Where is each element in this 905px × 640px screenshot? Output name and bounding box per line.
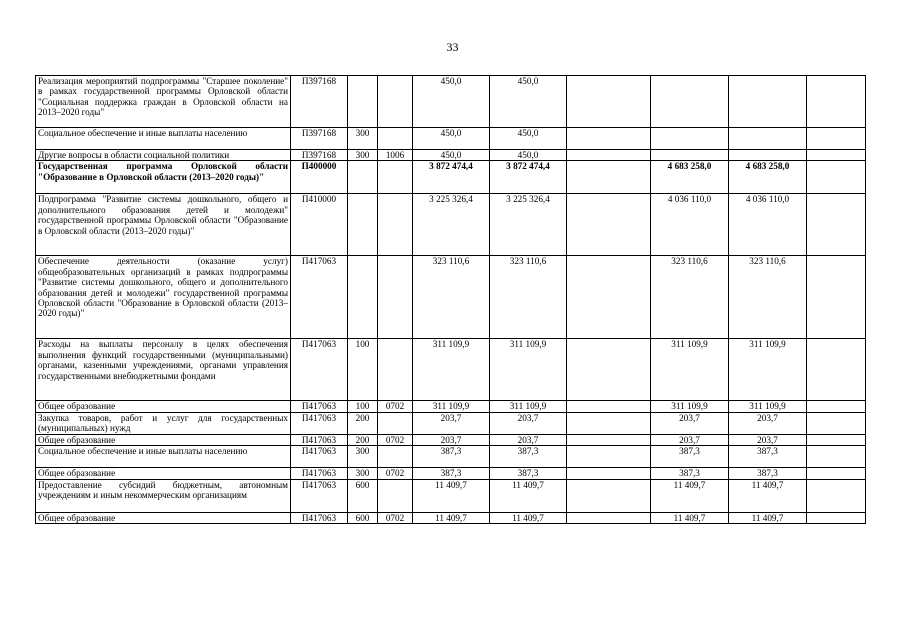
cell-amount-6 xyxy=(807,446,866,468)
table-row xyxy=(36,339,866,401)
cell-amount-4: 323 110,6 xyxy=(651,256,729,339)
cell-expense-type: 100 xyxy=(348,401,378,412)
cell-amount-2: 11 409,7 xyxy=(490,512,567,523)
cell-target-code: П417063 xyxy=(291,468,348,479)
cell-amount-2: 450,0 xyxy=(490,128,567,150)
cell-amount-6 xyxy=(807,512,866,523)
table-row xyxy=(36,194,866,256)
cell-amount-3 xyxy=(567,150,651,161)
cell-amount-2: 450,0 xyxy=(490,76,567,128)
cell-amount-1: 11 409,7 xyxy=(413,479,490,512)
cell-amount-2: 387,3 xyxy=(490,446,567,468)
cell-name: Закупка товаров, работ и услуг для государственных (муниципальных) нужд xyxy=(36,412,291,434)
cell-target-code: П417063 xyxy=(291,512,348,523)
cell-expense-type: 300 xyxy=(348,446,378,468)
cell-amount-6 xyxy=(807,412,866,434)
cell-target-code: П417063 xyxy=(291,446,348,468)
cell-amount-2: 311 109,9 xyxy=(490,401,567,412)
table-row xyxy=(36,446,866,468)
cell-amount-1: 450,0 xyxy=(413,128,490,150)
cell-amount-5: 323 110,6 xyxy=(729,256,807,339)
cell-amount-4 xyxy=(651,150,729,161)
cell-target-code: П417063 xyxy=(291,401,348,412)
cell-target-code: П417063 xyxy=(291,256,348,339)
cell-amount-3 xyxy=(567,128,651,150)
cell-amount-2: 3 225 326,4 xyxy=(490,194,567,256)
cell-name: Государственная программа Орловской области "Образование в Орловской области (2013–2020 годы)" xyxy=(36,161,291,194)
cell-section-code xyxy=(378,339,413,401)
cell-section-code xyxy=(378,194,413,256)
cell-amount-2: 450,0 xyxy=(490,150,567,161)
cell-name: Общее образование xyxy=(36,468,291,479)
cell-amount-2: 203,7 xyxy=(490,434,567,445)
cell-target-code: П410000 xyxy=(291,194,348,256)
cell-amount-6 xyxy=(807,468,866,479)
cell-amount-5 xyxy=(729,76,807,128)
table-row xyxy=(36,401,866,412)
cell-section-code: 0702 xyxy=(378,468,413,479)
cell-amount-5: 11 409,7 xyxy=(729,479,807,512)
cell-name: Социальное обеспечение и иные выплаты населению xyxy=(36,128,291,150)
cell-target-code: П417063 xyxy=(291,434,348,445)
cell-target-code: П397168 xyxy=(291,150,348,161)
budget-table xyxy=(35,75,866,524)
cell-amount-3 xyxy=(567,161,651,194)
cell-expense-type: 300 xyxy=(348,150,378,161)
cell-amount-5: 311 109,9 xyxy=(729,401,807,412)
cell-target-code: П400000 xyxy=(291,161,348,194)
table-row xyxy=(36,76,866,128)
cell-amount-2: 387,3 xyxy=(490,468,567,479)
cell-amount-3 xyxy=(567,76,651,128)
cell-amount-6 xyxy=(807,434,866,445)
cell-name: Обеспечение деятельности (оказание услуг) общеобразовательных организаций в рамках подпрограммы "Развитие системы дошкольного, общего и дополнительного образования детей и молодежи" государственной программы Орловской области "Образование в Орловской области (2013–2020 годы)" xyxy=(36,256,291,339)
cell-amount-3 xyxy=(567,339,651,401)
cell-amount-4 xyxy=(651,76,729,128)
cell-name: Общее образование xyxy=(36,512,291,523)
cell-target-code: П417063 xyxy=(291,479,348,512)
cell-amount-4: 387,3 xyxy=(651,468,729,479)
cell-amount-3 xyxy=(567,412,651,434)
cell-amount-3 xyxy=(567,256,651,339)
cell-expense-type: 100 xyxy=(348,339,378,401)
cell-amount-4: 203,7 xyxy=(651,434,729,445)
cell-amount-5: 203,7 xyxy=(729,434,807,445)
cell-amount-6 xyxy=(807,161,866,194)
cell-amount-1: 311 109,9 xyxy=(413,401,490,412)
table-row xyxy=(36,434,866,445)
cell-target-code: П397168 xyxy=(291,76,348,128)
table-row xyxy=(36,150,866,161)
cell-amount-1: 450,0 xyxy=(413,76,490,128)
cell-expense-type xyxy=(348,161,378,194)
cell-name: Реализация мероприятий подпрограммы "Старшее поколение" в рамках государственной программы Орловской области "Социальная поддержка граждан в Орловской области на 2013–2020 годы" xyxy=(36,76,291,128)
cell-expense-type: 600 xyxy=(348,512,378,523)
cell-amount-6 xyxy=(807,76,866,128)
cell-amount-5: 311 109,9 xyxy=(729,339,807,401)
cell-amount-3 xyxy=(567,512,651,523)
cell-amount-2: 11 409,7 xyxy=(490,479,567,512)
cell-name: Общее образование xyxy=(36,401,291,412)
cell-amount-5 xyxy=(729,150,807,161)
cell-amount-4: 203,7 xyxy=(651,412,729,434)
table-row xyxy=(36,512,866,523)
cell-amount-1: 3 225 326,4 xyxy=(413,194,490,256)
cell-section-code xyxy=(378,479,413,512)
cell-amount-3 xyxy=(567,194,651,256)
cell-name: Социальное обеспечение и иные выплаты населению xyxy=(36,446,291,468)
cell-amount-5: 11 409,7 xyxy=(729,512,807,523)
cell-amount-5: 203,7 xyxy=(729,412,807,434)
cell-amount-4: 387,3 xyxy=(651,446,729,468)
cell-amount-6 xyxy=(807,256,866,339)
cell-amount-3 xyxy=(567,479,651,512)
table-row xyxy=(36,256,866,339)
cell-target-code: П417063 xyxy=(291,339,348,401)
table-row xyxy=(36,479,866,512)
cell-section-code xyxy=(378,256,413,339)
cell-amount-2: 311 109,9 xyxy=(490,339,567,401)
cell-amount-5: 4 683 258,0 xyxy=(729,161,807,194)
cell-expense-type xyxy=(348,76,378,128)
cell-amount-3 xyxy=(567,446,651,468)
cell-expense-type: 600 xyxy=(348,479,378,512)
cell-amount-1: 387,3 xyxy=(413,468,490,479)
table-row xyxy=(36,161,866,194)
cell-name: Общее образование xyxy=(36,434,291,445)
cell-amount-2: 3 872 474,4 xyxy=(490,161,567,194)
table-row xyxy=(36,128,866,150)
cell-amount-6 xyxy=(807,128,866,150)
cell-target-code: П397168 xyxy=(291,128,348,150)
cell-amount-6 xyxy=(807,194,866,256)
cell-amount-2: 323 110,6 xyxy=(490,256,567,339)
cell-expense-type xyxy=(348,256,378,339)
cell-section-code: 1006 xyxy=(378,150,413,161)
cell-section-code: 0702 xyxy=(378,401,413,412)
cell-amount-1: 203,7 xyxy=(413,412,490,434)
cell-amount-6 xyxy=(807,401,866,412)
cell-amount-1: 450,0 xyxy=(413,150,490,161)
cell-section-code: 0702 xyxy=(378,512,413,523)
cell-amount-3 xyxy=(567,434,651,445)
cell-amount-6 xyxy=(807,150,866,161)
cell-amount-3 xyxy=(567,401,651,412)
cell-amount-4: 4 683 258,0 xyxy=(651,161,729,194)
cell-amount-5: 4 036 110,0 xyxy=(729,194,807,256)
cell-section-code xyxy=(378,412,413,434)
cell-section-code xyxy=(378,76,413,128)
cell-amount-4: 4 036 110,0 xyxy=(651,194,729,256)
cell-amount-1: 11 409,7 xyxy=(413,512,490,523)
cell-amount-1: 3 872 474,4 xyxy=(413,161,490,194)
cell-expense-type xyxy=(348,194,378,256)
cell-amount-4: 311 109,9 xyxy=(651,339,729,401)
cell-section-code xyxy=(378,446,413,468)
cell-amount-4: 11 409,7 xyxy=(651,512,729,523)
cell-amount-1: 323 110,6 xyxy=(413,256,490,339)
cell-amount-1: 387,3 xyxy=(413,446,490,468)
cell-amount-1: 311 109,9 xyxy=(413,339,490,401)
cell-section-code: 0702 xyxy=(378,434,413,445)
cell-section-code xyxy=(378,161,413,194)
cell-amount-4: 11 409,7 xyxy=(651,479,729,512)
cell-amount-1: 203,7 xyxy=(413,434,490,445)
cell-expense-type: 300 xyxy=(348,128,378,150)
page-number: 33 xyxy=(446,40,459,54)
cell-expense-type: 200 xyxy=(348,434,378,445)
cell-amount-6 xyxy=(807,339,866,401)
cell-amount-5: 387,3 xyxy=(729,468,807,479)
cell-amount-3 xyxy=(567,468,651,479)
cell-name: Подпрограмма "Развитие системы дошкольного, общего и дополнительного образования детей и молодежи" государственной программы Орловской области "Образование в Орловской области (2013–2020 годы)" xyxy=(36,194,291,256)
cell-target-code: П417063 xyxy=(291,412,348,434)
cell-amount-5 xyxy=(729,128,807,150)
table-body xyxy=(36,76,866,524)
cell-name: Другие вопросы в области социальной политики xyxy=(36,150,291,161)
cell-amount-6 xyxy=(807,479,866,512)
cell-expense-type: 200 xyxy=(348,412,378,434)
cell-name: Предоставление субсидий бюджетным, автономным учреждениям и иным некоммерческим организациям xyxy=(36,479,291,512)
cell-amount-4 xyxy=(651,128,729,150)
cell-section-code xyxy=(378,128,413,150)
cell-expense-type: 300 xyxy=(348,468,378,479)
cell-amount-2: 203,7 xyxy=(490,412,567,434)
table-row xyxy=(36,412,866,434)
cell-amount-5: 387,3 xyxy=(729,446,807,468)
cell-name: Расходы на выплаты персоналу в целях обеспечения выполнения функций государственными (муниципальными) органами, казенными учреждениями, органами управления государственными внебюджетными фондами xyxy=(36,339,291,401)
table-row xyxy=(36,468,866,479)
cell-amount-4: 311 109,9 xyxy=(651,401,729,412)
